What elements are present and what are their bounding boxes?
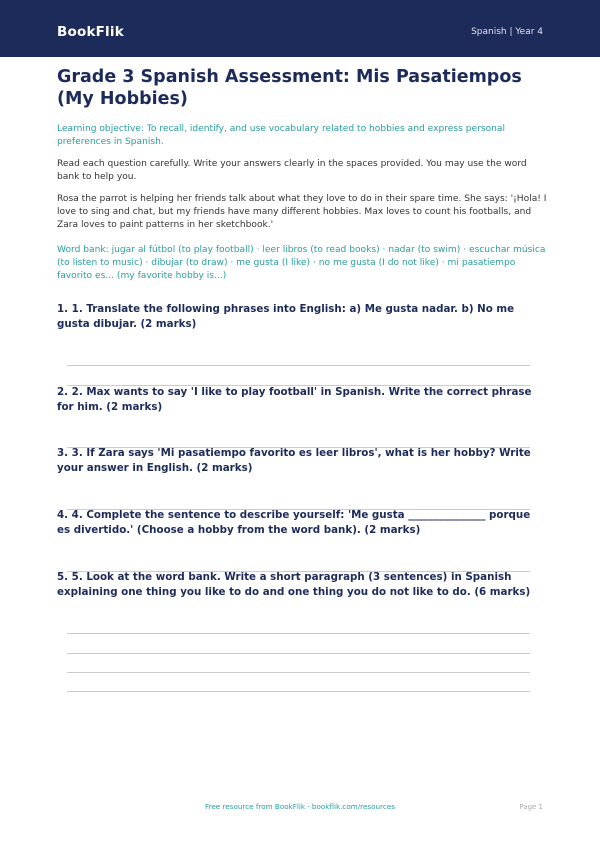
answer-line[interactable] [67,672,530,673]
header-bar [0,0,600,57]
brand-logo: BookFlik [57,24,124,40]
answer-line[interactable] [67,633,530,634]
answer-line[interactable] [67,653,530,654]
question-2: 2. 2. Max wants to say 'I like to play football' in Spanish. Write the correct phrase for him. (2 marks) [57,386,532,413]
footer-text: Free resource from BookFlik · bookflik.com/resources [204,802,396,811]
answer-line[interactable] [67,691,530,692]
subject-year-label: Spanish | Year 4 [471,27,543,37]
question-3: 3. 3. If Zara says 'Mi pasatiempo favorito es leer libros', what is her hobby? Write your answer in English. (2 marks) [57,447,531,474]
page-number: Page 1 [519,803,543,811]
instructions: Read each question carefully. Write your answers clearly in the spaces provided. You may use the word bank to help you. [57,159,527,182]
learning-objective: Learning objective: To recall, identify, and use vocabulary related to hobbies and express personal preferences in Spanish. [57,124,506,147]
question-5: 5. 5. Look at the word bank. Write a short paragraph (3 sentences) in Spanish explaining one thing you like to do and one thing you do not like to do. (6 marks) [57,571,531,598]
answer-line[interactable] [67,365,530,366]
story-paragraph: Rosa the parrot is helping her friends talk about what they love to do in their spare time. She says: '¡Hola! I love to sing and chat, but my friends have many different hobbies. Max loves to count his footballs, and Zara loves to paint patterns in her sketchbook.' [57,194,547,230]
question-1: 1. 1. Translate the following phrases into English: a) Me gusta nadar. b) No me gusta dibujar. (2 marks) [57,303,515,330]
question-4: 4. 4. Complete the sentence to describe yourself: 'Me gusta _______________ porque es divertido.' (Choose a hobby from the word bank). (2 marks) [57,509,531,536]
page-title: Grade 3 Spanish Assessment: Mis Pasatiempos (My Hobbies) [57,67,522,109]
word-bank: Word bank: jugar al fútbol (to play football) · leer libros (to read books) · nadar (to swim) · escuchar música (to listen to music) · dibujar (to draw) · me gusta (I like) · no me gusta (I do not like) · mi pasatiempo favorito es... (my favorite hobby is...) [57,245,546,281]
